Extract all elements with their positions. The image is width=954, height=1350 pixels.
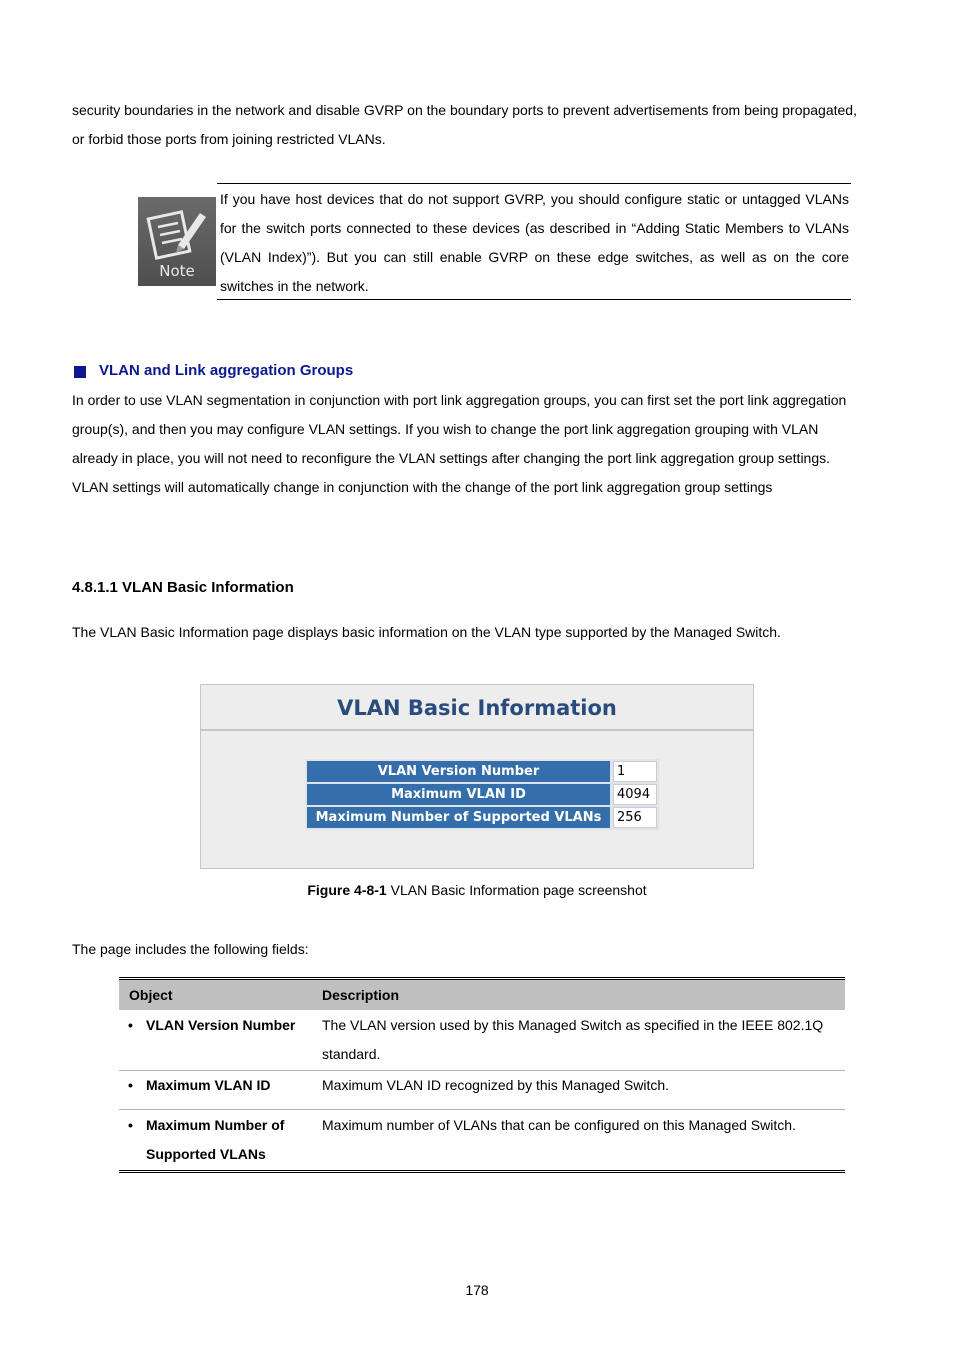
intro-paragraph bbox=[72, 96, 857, 154]
section-line: already in place, you will not need to reconfigure the VLAN settings after changing the port link aggregation group settings. bbox=[72, 450, 831, 466]
caption-text: VLAN Basic Information page screenshot bbox=[386, 882, 647, 898]
fields-table bbox=[119, 977, 845, 1173]
vlan-info-row bbox=[307, 807, 657, 828]
description-line: Maximum number of VLANs that can be configured on this Managed Switch. bbox=[322, 1117, 796, 1133]
object-name: VLAN Version Number bbox=[146, 1017, 296, 1033]
bullet-icon: • bbox=[128, 1117, 133, 1133]
screenshot-title: VLAN Basic Information bbox=[337, 696, 617, 720]
screenshot-header bbox=[201, 685, 753, 731]
object-name: Maximum VLAN ID bbox=[146, 1077, 271, 1093]
vlan-info-label: Maximum VLAN ID bbox=[307, 784, 610, 805]
section-line: VLAN settings will automatically change in conjunction with the change of the port link aggregation group settings bbox=[72, 479, 773, 495]
table-row bbox=[119, 1109, 845, 1170]
section-line: In order to use VLAN segmentation in conjunction with port link aggregation groups, you can first set the port link aggregation bbox=[72, 392, 847, 408]
page-number: 178 bbox=[465, 1282, 489, 1298]
vlan-info-value: 256 bbox=[613, 807, 657, 828]
figure-caption bbox=[0, 882, 954, 898]
object-cell bbox=[119, 1111, 322, 1169]
vlan-info-row bbox=[307, 784, 657, 805]
note-icon-label: Note bbox=[159, 262, 195, 280]
vlan-info-label: VLAN Version Number bbox=[307, 761, 610, 782]
object-name-line: Maximum Number of bbox=[146, 1117, 285, 1133]
vlan-info-value: 4094 bbox=[613, 784, 657, 805]
description-cell bbox=[322, 1111, 845, 1169]
section-bullet-icon bbox=[74, 366, 86, 378]
description-line: standard. bbox=[322, 1046, 381, 1062]
vlan-info-table bbox=[305, 759, 659, 830]
note-box bbox=[217, 183, 851, 300]
vlan-basic-info-screenshot bbox=[200, 684, 754, 869]
vlan-info-value: 1 bbox=[613, 761, 657, 782]
table-row bbox=[119, 1070, 845, 1109]
intro-line: security boundaries in the network and disable GVRP on the boundary ports to prevent advertisements from being propagated, bbox=[72, 102, 857, 118]
description-line: The VLAN version used by this Managed Switch as specified in the IEEE 802.1Q bbox=[322, 1017, 824, 1033]
caption-label: Figure 4-8-1 bbox=[307, 882, 387, 898]
object-cell bbox=[119, 1011, 322, 1069]
intro-line: or forbid those ports from joining restricted VLANs. bbox=[72, 131, 386, 147]
object-name-line: Supported VLANs bbox=[146, 1146, 266, 1162]
subsection-title: 4.8.1.1 VLAN Basic Information bbox=[72, 579, 294, 596]
table-header bbox=[119, 980, 845, 1010]
fields-intro: The page includes the following fields: bbox=[72, 941, 309, 957]
object-cell bbox=[119, 1071, 322, 1109]
note-icon bbox=[138, 197, 216, 286]
note-text: If you have host devices that do not support GVRP, you should configure static or untagged VLANs for the switch ports connected to these devices (as described in “Adding Static Members to VLANs (VLAN Index)”). But you can still enable GVRP on these edge switches, as well as on the core switches in the network. bbox=[220, 191, 849, 294]
bullet-icon: • bbox=[128, 1017, 133, 1033]
bullet-icon: • bbox=[128, 1077, 133, 1093]
table-row bbox=[119, 1010, 845, 1070]
header-description: Description bbox=[322, 987, 400, 1003]
note-pencil-icon bbox=[138, 197, 216, 267]
section-line: group(s), and then you may configure VLAN settings. If you wish to change the port link aggregation grouping with VLAN bbox=[72, 421, 819, 437]
description-line: Maximum VLAN ID recognized by this Managed Switch. bbox=[322, 1077, 670, 1093]
vlan-info-label: Maximum Number of Supported VLANs bbox=[307, 807, 610, 828]
description-cell bbox=[322, 1071, 845, 1109]
vlan-info-row bbox=[307, 761, 657, 782]
subsection-description: The VLAN Basic Information page displays basic information on the VLAN type supported by the Managed Switch. bbox=[72, 624, 781, 640]
description-cell bbox=[322, 1011, 845, 1069]
header-object: Object bbox=[129, 987, 173, 1003]
section-paragraph bbox=[72, 386, 846, 502]
section-title: VLAN and Link aggregation Groups bbox=[99, 362, 354, 379]
